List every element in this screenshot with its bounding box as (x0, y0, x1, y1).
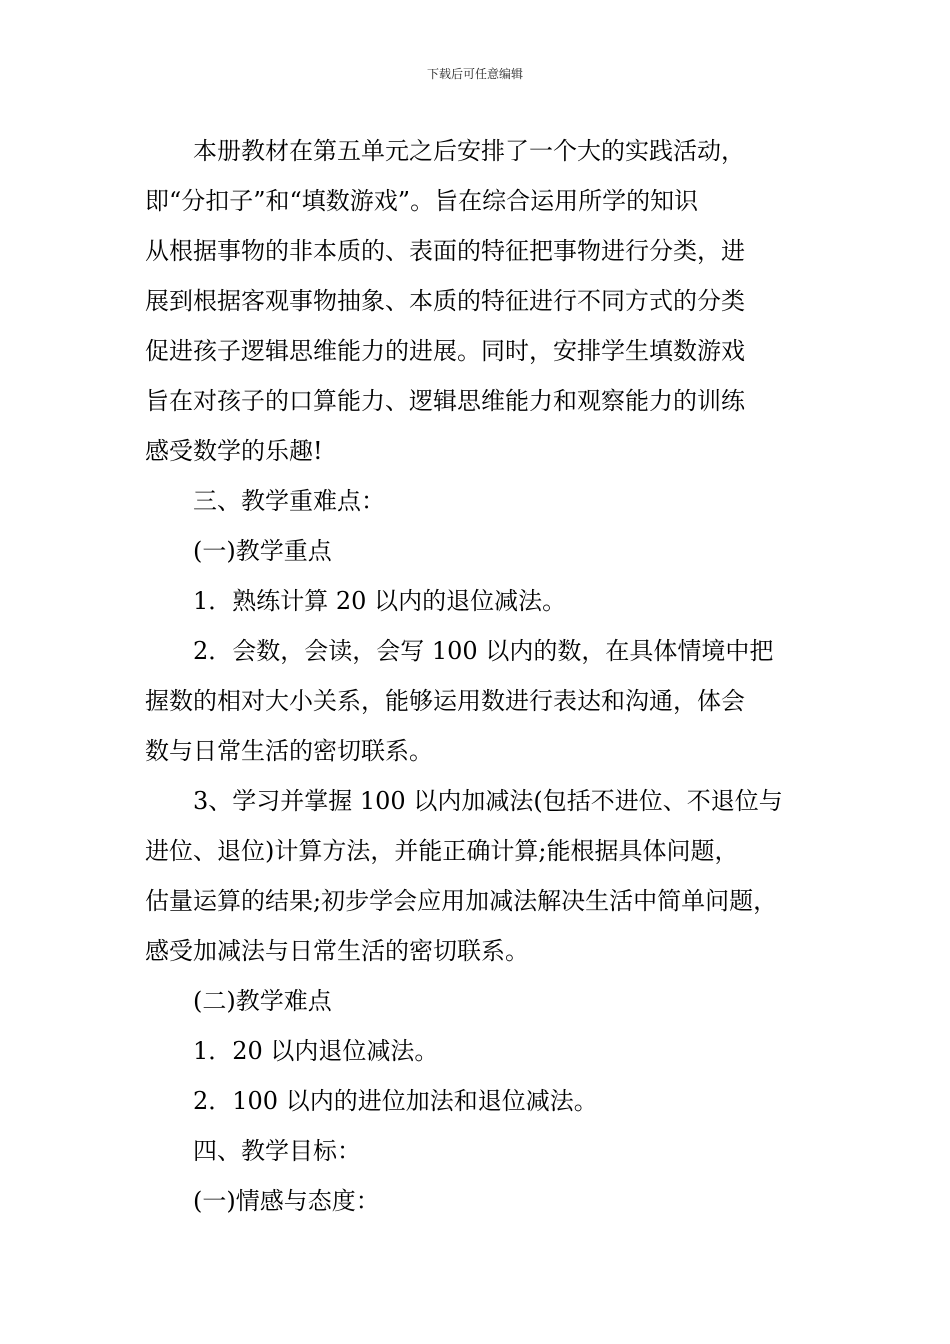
list-item: 2．会数，会读，会写 100 以内的数，在具体情境中把 (193, 637, 774, 665)
list-item: 1．熟练计算 20 以内的退位减法。 (193, 587, 567, 615)
body-line: 促进孩子逻辑思维能力的进展。同时，安排学生填数游戏 (145, 337, 745, 365)
body-line: 进位、退位)计算方法，并能正确计算;能根据具体问题， (145, 837, 739, 865)
body-line: 旨在对孩子的口算能力、逻辑思维能力和观察能力的训练 (145, 387, 745, 415)
body-line: 感受数学的乐趣! (145, 437, 323, 465)
list-item: 3、学习并掌握 100 以内加减法(包括不进位、不退位与 (193, 787, 783, 815)
body-line: 本册教材在第五单元之后安排了一个大的实践活动， (193, 137, 745, 165)
body-line: 数与日常生活的密切联系。 (145, 737, 433, 765)
section-heading: 三、教学重难点： (193, 487, 385, 515)
list-item: 2．100 以内的进位加法和退位减法。 (193, 1087, 598, 1115)
document-body (145, 126, 810, 1226)
body-line: 估量运算的结果;初步学会应用加减法解决生活中简单问题， (145, 887, 778, 915)
subsection-heading: (二)教学难点 (193, 987, 332, 1015)
subsection-heading: (一)教学重点 (193, 537, 332, 565)
page-header-note: 下载后可任意编辑 (426, 67, 523, 81)
section-heading: 四、教学目标： (193, 1137, 361, 1165)
body-line: 从根据事物的非本质的、表面的特征把事物进行分类，进 (145, 237, 745, 265)
body-line: 感受加减法与日常生活的密切联系。 (145, 937, 529, 965)
subsection-heading: (一)情感与态度： (193, 1187, 380, 1215)
body-line: 握数的相对大小关系，能够运用数进行表达和沟通，体会 (145, 687, 745, 715)
list-item: 1．20 以内退位减法。 (193, 1037, 439, 1065)
body-line: 展到根据客观事物抽象、本质的特征进行不同方式的分类 (145, 287, 745, 315)
body-line: 即“分扣子”和“填数游戏”。旨在综合运用所学的知识 (145, 187, 699, 215)
